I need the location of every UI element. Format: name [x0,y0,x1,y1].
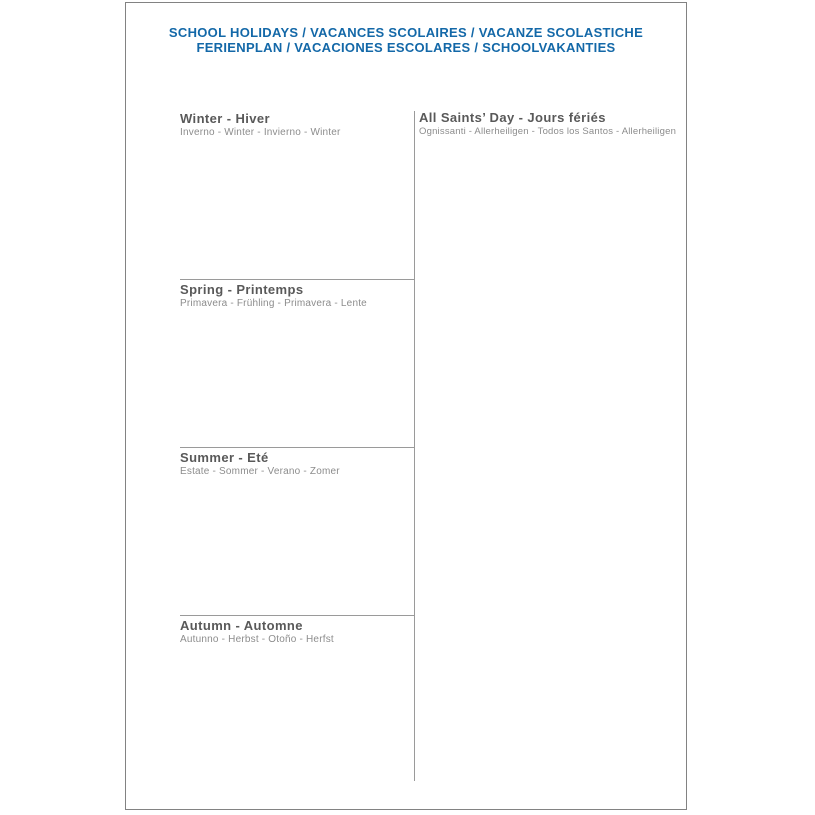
season-section-summer [180,447,414,478]
holidays-subtitle: Ognissanti - Allerheiligen - Todos los Santos - Allerheiligen [419,126,677,137]
season-subtitle: Inverno - Winter - Invierno - Winter [180,127,341,138]
season-title: Winter - Hiver [180,111,270,126]
season-section-autumn [180,615,414,646]
season-subtitle: Autunno - Herbst - Otoño - Herfst [180,634,334,645]
season-subtitle: Estate - Sommer - Verano - Zomer [180,466,340,477]
season-title: Autumn - Automne [180,618,303,633]
page-title-line1: SCHOOL HOLIDAYS / VACANCES SCOLAIRES / VACANZE SCOLASTICHE [168,25,644,40]
holidays-title: All Saints’ Day - Jours fériés [419,110,606,125]
season-title: Summer - Eté [180,450,269,465]
planner-page [125,2,687,810]
season-section-winter [180,109,414,139]
page-title-line2: FERIENPLAN / VACACIONES ESCOLARES / SCHOOLVAKANTIES [196,40,616,55]
season-section-spring [180,279,414,310]
holidays-section [419,110,677,138]
season-subtitle: Primavera - Frühling - Primavera - Lente [180,298,367,309]
page-title [126,25,686,55]
column-divider [414,111,415,781]
season-title: Spring - Printemps [180,282,304,297]
